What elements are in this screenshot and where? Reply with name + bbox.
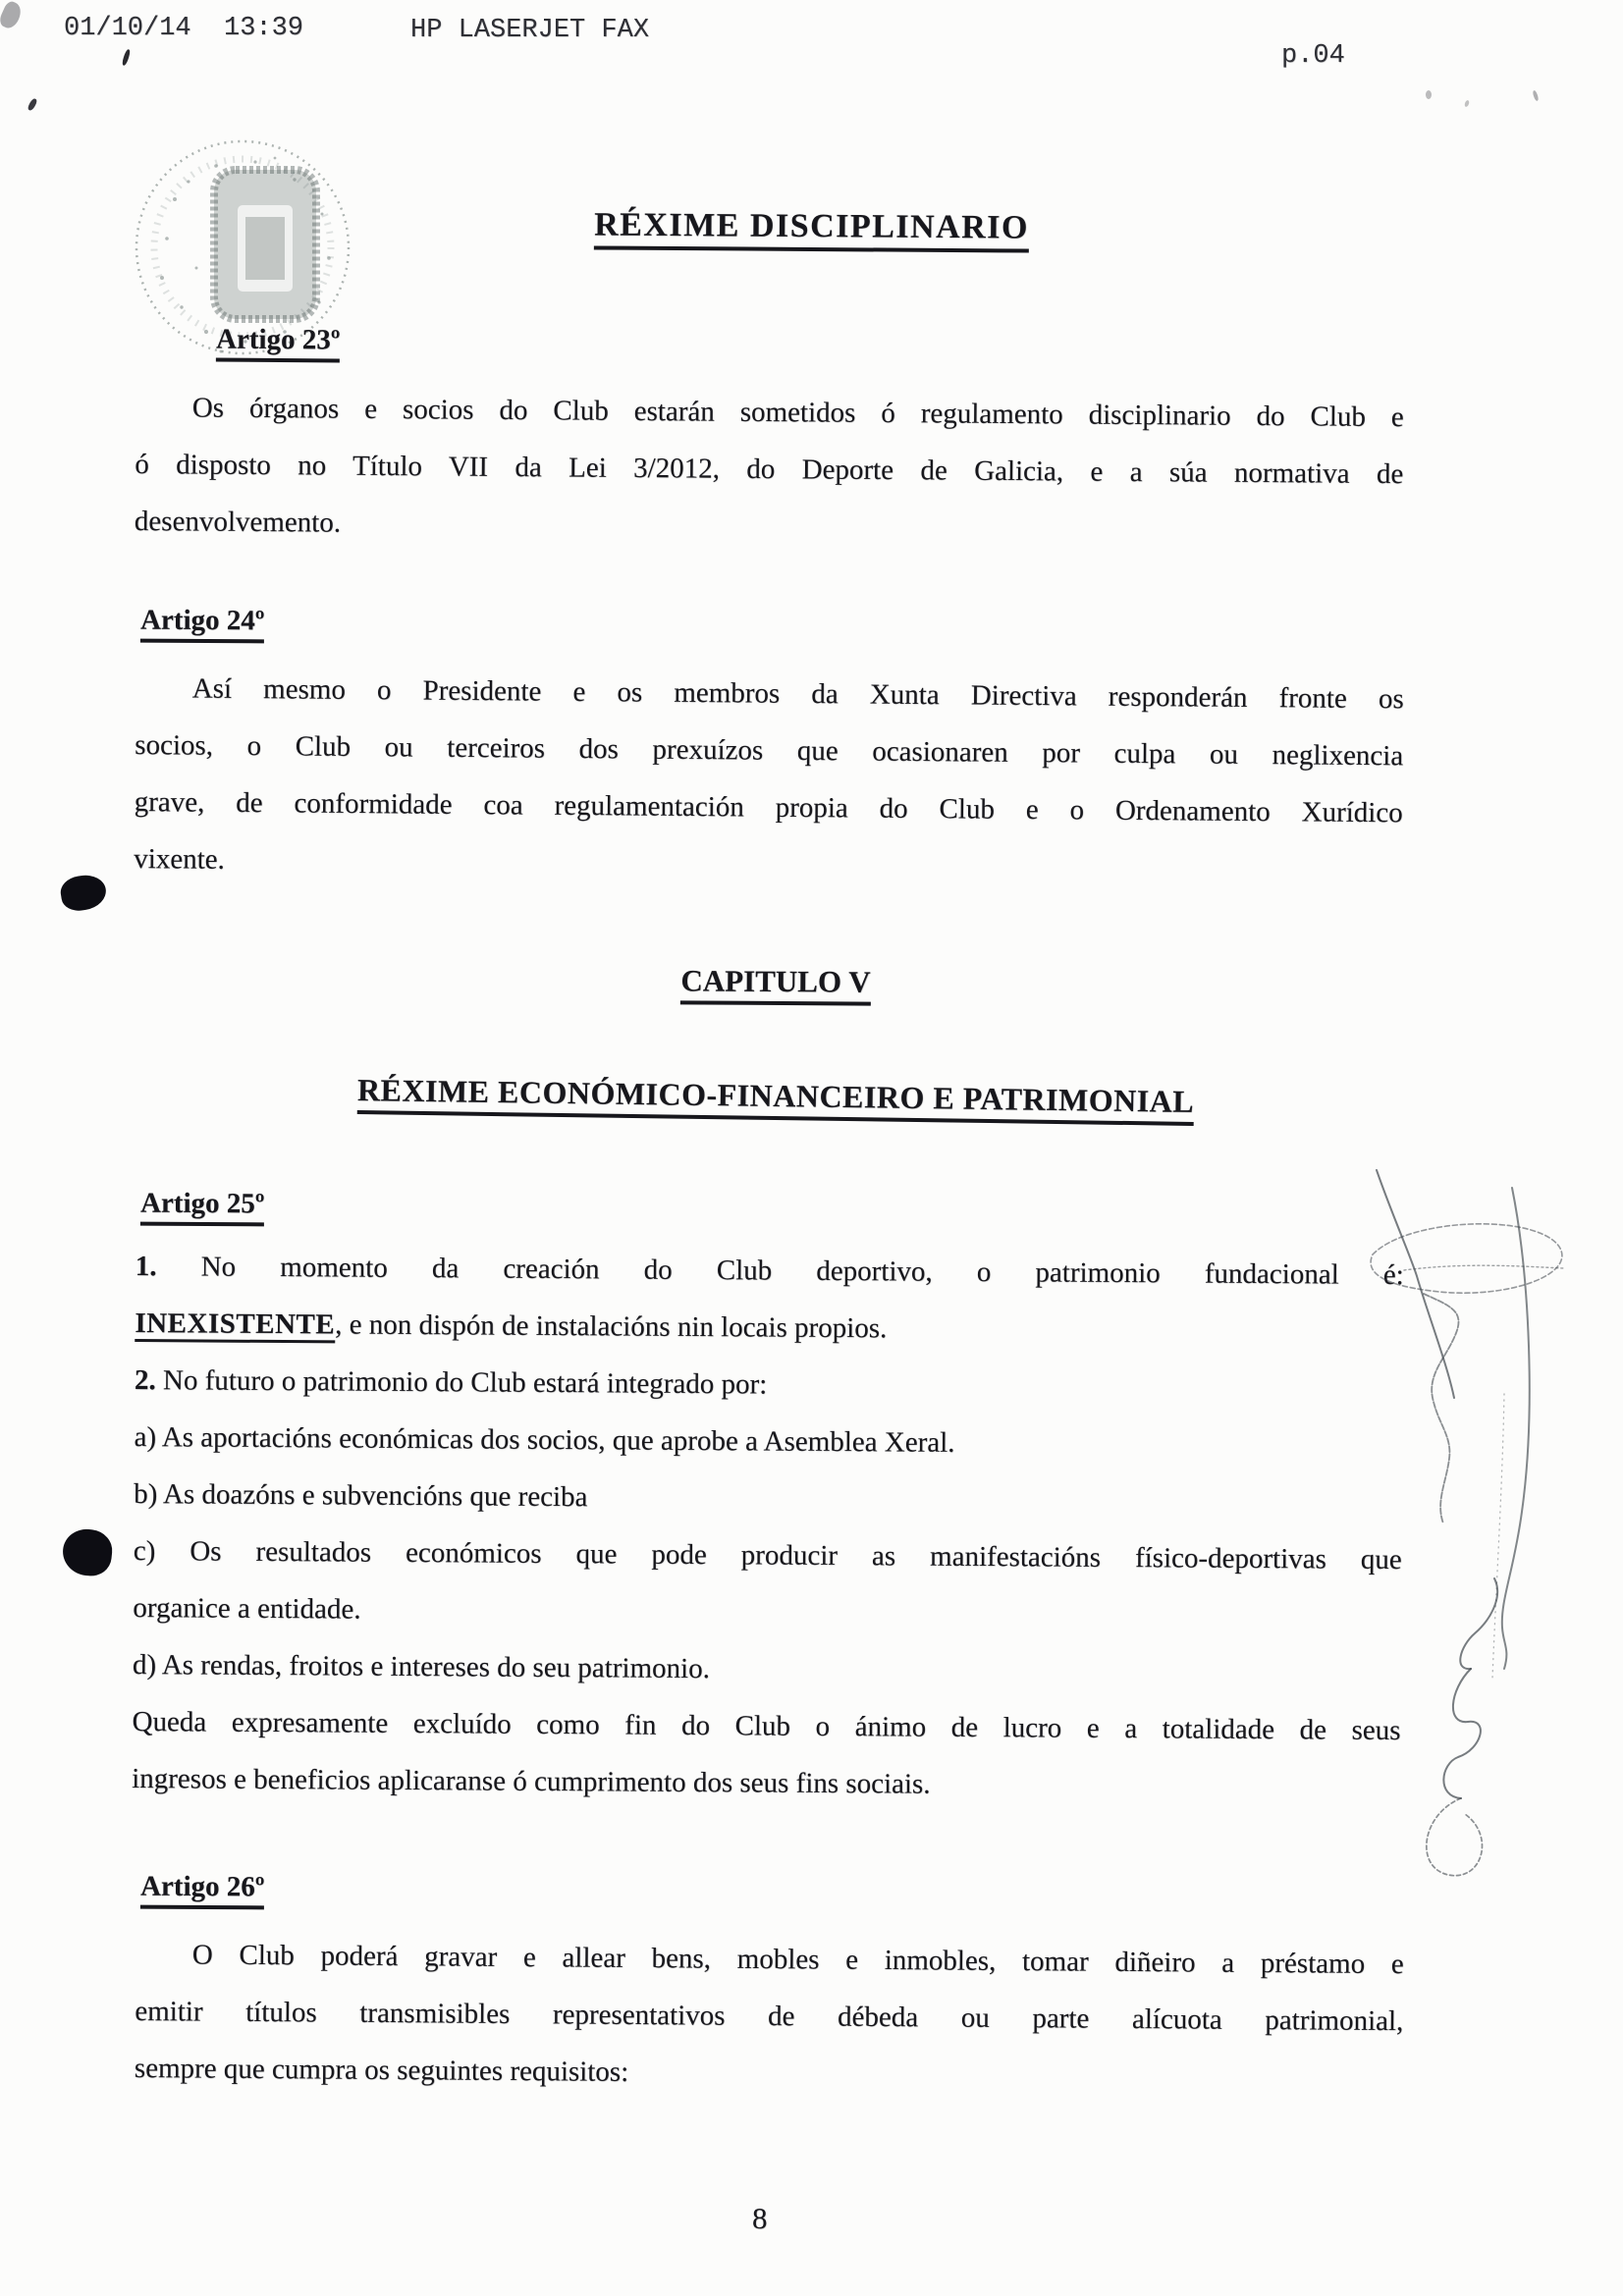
- article-24-line-1: Así mesmo o Presidente e os membros da Xunta Directiva responderán fronte os: [191, 672, 1404, 716]
- list-item-c-line-1: c) Os resultados económicos que pode producir as manifestacións físico-deportivas que: [133, 1534, 1402, 1576]
- fax-page-number: p.04: [1281, 41, 1345, 71]
- article-25-closing-line-1: Queda expresamente excluído como fin do Club o ánimo de lucro e a totalidade de seus: [132, 1705, 1401, 1747]
- article-26-line-1: O Club poderá gravar e allear bens, mobles e inmobles, tomar diñeiro a préstamo e: [191, 1939, 1404, 1981]
- article-26-line-2: emitir títulos transmisibles representativos de débeda ou parte alícuota patrimonial,: [135, 1995, 1404, 2038]
- scan-speck: [1426, 90, 1432, 99]
- hole-punch-mark-2: [61, 1527, 115, 1578]
- article-24-line-2: socios, o Club ou terceiros dos prexuízos que ocasionaren por culpa ou neglixencia: [135, 728, 1404, 773]
- article-25-closing-line-2: ingresos e beneficios aplicaranse ó cumprimento dos seus fins sociais.: [132, 1762, 931, 1800]
- article-23-heading: Artigo 23º: [216, 324, 341, 363]
- item-1-text: No momento da creación do Club deportivo, o patrimonio fundacional é:: [200, 1251, 1404, 1292]
- scan-speck: [1532, 90, 1539, 102]
- scan-speck: [27, 97, 38, 111]
- list-item-d: d) As rendas, froitos e intereses do seu patrimonio.: [132, 1648, 710, 1685]
- article-24-line-4: vixente.: [134, 842, 225, 876]
- item-2-number: 2.: [134, 1363, 156, 1397]
- chapter-subheading: RÉXIME ECONÓMICO-FINANCEIRO E PATRIMONIAL: [0, 1067, 1551, 1131]
- article-24-line-3: grave, de conformidade coa regulamentación propia do Club e o Ordenamento Xurídico: [134, 785, 1403, 829]
- list-item-c-line-2: organice a entidade.: [133, 1591, 361, 1626]
- article-26-heading: Artigo 26º: [140, 1871, 265, 1910]
- article-25-item-1-continuation: [135, 1295, 1403, 1361]
- scan-speck: [121, 49, 131, 67]
- list-item-a: a) As aportacións económicas dos socios, que aprobe a Asemblea Xeral.: [134, 1420, 955, 1459]
- hole-punch-mark-1: [59, 873, 109, 914]
- fax-date: 01/10/14: [64, 14, 191, 43]
- article-24-heading: Artigo 24º: [140, 605, 265, 644]
- article-23-line-1: Os órganos e socios do Club estarán sometidos ó regulamento disciplinario do Club e: [191, 392, 1404, 434]
- handwritten-signature-scribble: [1355, 1158, 1623, 1885]
- fax-time: 13:39: [224, 14, 304, 43]
- page-number: 8: [752, 2201, 768, 2235]
- scan-speck: [1464, 100, 1470, 108]
- article-25-body: [132, 1238, 1404, 1816]
- document-title-text: RÉXIME DISCIPLINARIO: [594, 206, 1029, 252]
- item-2-text: No futuro o patrimonio do Club estará integrado por:: [162, 1364, 768, 1401]
- inexistente-emphasis: INEXISTENTE: [135, 1308, 335, 1343]
- chapter-heading: CAPITULO V: [0, 958, 1551, 1010]
- article-23-line-2: ó disposto no Título VII da Lei 3/2012, do Deporte de Galicia, e a súa normativa de: [135, 448, 1404, 491]
- item-1-number: 1.: [135, 1250, 157, 1283]
- article-25-heading: Artigo 25º: [140, 1188, 265, 1227]
- list-item-b: b) As doazóns e subvencións que reciba: [134, 1477, 588, 1514]
- scan-speck: [0, 0, 25, 30]
- article-25-item-1: [135, 1238, 1404, 1304]
- article-24-paragraph: [134, 660, 1404, 898]
- item-1-rest: , e non dispón de instalacións nin locais propios.: [335, 1308, 888, 1345]
- article-23-line-3: desenvolvemento.: [134, 505, 342, 539]
- fax-device-name: HP LASERJET FAX: [410, 16, 650, 45]
- article-26-paragraph: [135, 1926, 1404, 2107]
- article-26-line-3: sempre que cumpra os seguintes requisitos:: [134, 2052, 629, 2088]
- article-23-paragraph: [135, 379, 1404, 560]
- article-25-item-2: [135, 1352, 1403, 1417]
